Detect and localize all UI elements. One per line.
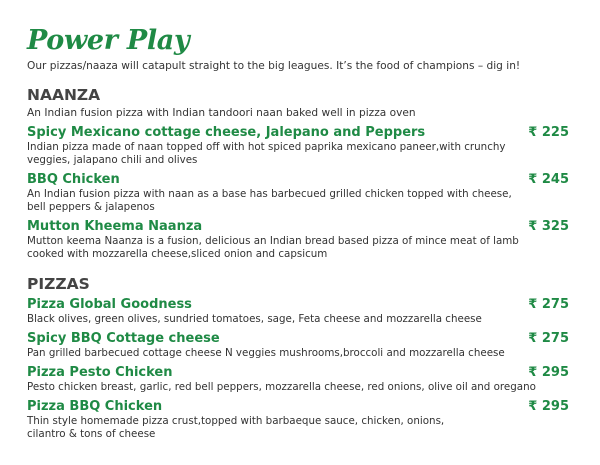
item-price: ₹ 295: [528, 365, 569, 380]
menu-title: Power Play: [27, 25, 190, 56]
item-name: Mutton Kheema Naanza: [27, 219, 203, 234]
item-price: ₹ 275: [528, 331, 569, 346]
item-description: Pesto chicken breast, garlic, red bell peppers, mozzarella cheese, red onions, olive oil and oregano: [27, 381, 536, 393]
item-price: ₹ 325: [528, 219, 569, 234]
menu-item: [27, 297, 575, 326]
section-naanza: [27, 86, 575, 261]
item-description: Thin style homemade pizza crust,topped with barbaeque sauce, chicken, onions, cilantro & tons of cheese: [27, 415, 445, 440]
item-description: Pan grilled barbecued cottage cheese N veggies mushrooms,broccoli and mozzarella cheese: [27, 347, 505, 359]
item-price: ₹ 275: [528, 297, 569, 312]
item-description: Mutton keema Naanza is a fusion, delicious an Indian bread based pizza of mince meat of lamb cooked with mozzarella cheese,sliced onion and capsicum: [27, 235, 519, 260]
item-description: An Indian fusion pizza with naan as a base has barbecued grilled chicken topped with cheese, bell peppers & jalapenos: [27, 188, 512, 213]
menu-intro: Our pizzas/naaza will catapult straight to the big leagues. It’s the food of champions – dig in!: [27, 60, 521, 72]
menu-item: [27, 172, 575, 214]
item-price: ₹ 245: [528, 172, 569, 187]
item-price: ₹ 225: [528, 125, 569, 140]
item-description: Black olives, green olives, sundried tomatoes, sage, Feta cheese and mozzarella cheese: [27, 313, 482, 325]
section-title: PIZZAS: [27, 275, 90, 293]
section-pizzas: [27, 275, 575, 441]
menu-item: [27, 331, 575, 360]
item-name: Spicy Mexicano cottage cheese, Jalepano and Peppers: [27, 125, 426, 140]
item-description: Indian pizza made of naan topped off with hot spiced paprika mexicano paneer,with crunchy veggies, jalapano chili and olives: [27, 141, 506, 166]
menu-item: [27, 365, 575, 394]
section-title: NAANZA: [27, 86, 101, 104]
item-name: BBQ Chicken: [27, 172, 120, 187]
item-name: Spicy BBQ Cottage cheese: [27, 331, 220, 346]
menu-item: [27, 125, 575, 167]
menu-page: [27, 26, 575, 441]
item-name: Pizza BBQ Chicken: [27, 399, 163, 414]
menu-item: [27, 219, 575, 261]
item-price: ₹ 295: [528, 399, 569, 414]
section-description: An Indian fusion pizza with Indian tandoori naan baked well in pizza oven: [27, 107, 416, 119]
item-name: Pizza Pesto Chicken: [27, 365, 173, 380]
menu-item: [27, 399, 575, 441]
item-name: Pizza Global Goodness: [27, 297, 192, 312]
